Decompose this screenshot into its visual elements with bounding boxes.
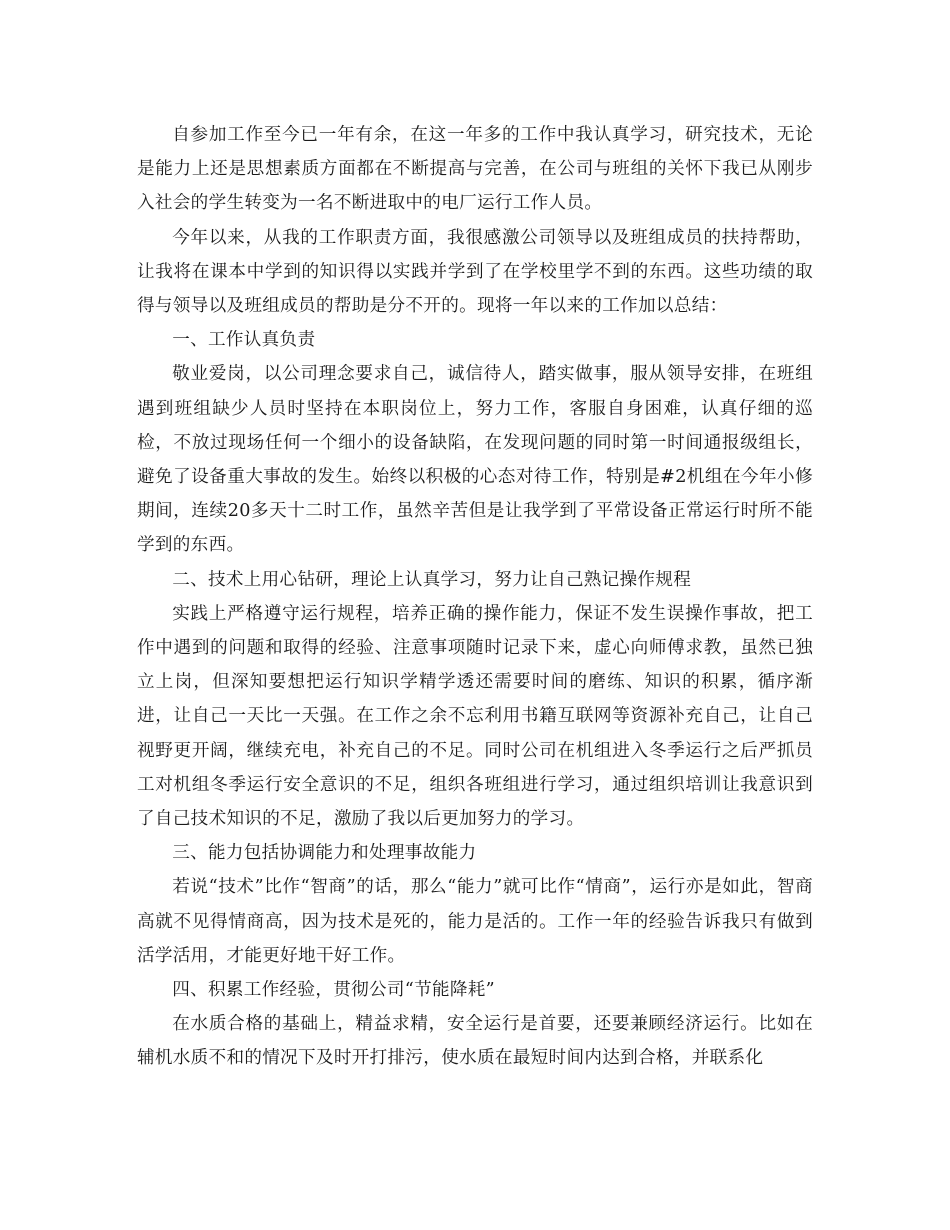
section-heading-2: 二、技术上用心钻研，理论上认真学习，努力让自己熟记操作规程	[172, 569, 692, 590]
paragraph-section-3: 若说“技术”比作“智商”的话，那么“能力”就可比作“情商”，运行亦是如此，智商高就不见得情商高，因为技术是死的，能力是活的。工作一年的经验告诉我只有做到活学活用，才能更好地干好工作。	[137, 877, 813, 966]
section-heading-3: 三、能力包括协调能力和处理事故能力	[172, 843, 477, 864]
section-heading-1: 一、工作认真负责	[172, 330, 316, 351]
paragraph-summary-lead: 今年以来，从我的工作职责方面，我很感激公司领导以及班组成员的扶持帮助，让我将在课本中学到的知识得以实践并学到了在学校里学不到的东西。这些功绩的取得与领导以及班组成员的帮助是分不开的。现将一年以来的工作加以总结：	[137, 227, 813, 317]
section-heading-4: 四、积累工作经验，贯彻公司“节能降耗”	[172, 980, 495, 1001]
paragraph-intro: 自参加工作至今已一年有余，在这一年多的工作中我认真学习，研究技术，无论是能力上还是思想素质方面都在不断提高与完善，在公司与班组的关怀下我已从刚步入社会的学生转变为一名不断进取中的电厂运行工作人员。	[137, 125, 813, 214]
paragraph-section-2: 实践上严格遵守运行规程，培养正确的操作能力，保证不发生误操作事故，把工作中遇到的问题和取得的经验、注意事项随时记录下来，虚心向师傅求教，虽然已独立上岗，但深知要想把运行知识学精学透还需要时间的磨练、知识的积累，循序渐进，让自己一天比一天强。在工作之余不忘利用书籍互联网等资源补充自己，让自己视野更开阔，继续充电，补充自己的不足。同时公司在机组进入冬季运行之后严抓员工对机组冬季运行安全意识的不足，组织各班组进行学习，通过组织培训让我意识到了自己技术知识的不足，激励了我以后更加努力的学习。	[137, 603, 813, 830]
document-page	[137, 118, 813, 1076]
paragraph-section-1: 敬业爱岗，以公司理念要求自己，诚信待人，踏实做事，服从领导安排，在班组遇到班组缺少人员时坚持在本职岗位上，努力工作，客服自身困难，认真仔细的巡检，不放过现场任何一个细小的设备缺陷，在发现问题的同时第一时间通报级组长，避免了设备重大事故的发生。始终以积极的心态对待工作，特别是#2机组在今年小修期间，连续20多天十二时工作，虽然辛苦但是让我学到了平常设备正常运行时所不能学到的东西。	[137, 364, 813, 556]
paragraph-section-4: 在水质合格的基础上，精益求精，安全运行是首要，还要兼顾经济运行。比如在辅机水质不和的情况下及时开打排污，使水质在最短时间内达到合格，并联系化	[137, 1014, 813, 1069]
